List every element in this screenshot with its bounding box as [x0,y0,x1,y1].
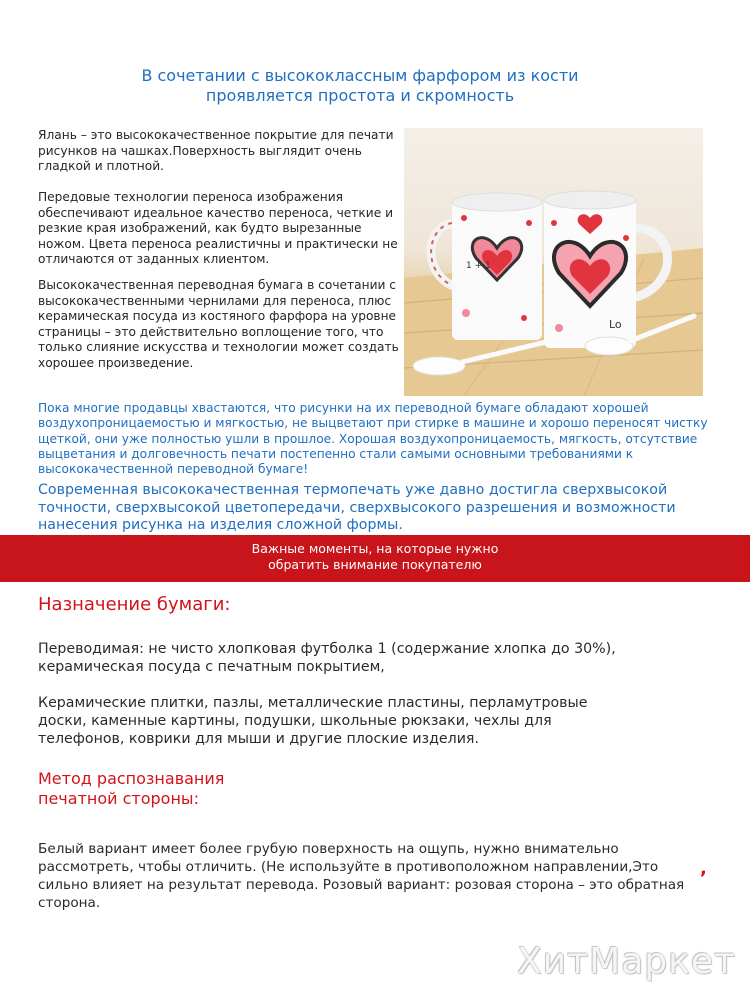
mug-text-right: Lo [609,318,622,331]
red-banner-text [0,541,750,573]
headline-line-1: В сочетании с высококлассным фарфором из кости [141,66,579,85]
intro-paragraph-3: Высококачественная переводная бумага в сочетании с высококачественными чернилами для переноса, плюс керамическая посуда из костяного фарфора на уровне страницы – это действительно воплощение того, что только слияние искусства и технологии может создать хорошее произведение. [38,278,399,370]
stray-mark: , [700,858,707,879]
intro-paragraph-2: Передовые технологии переноса изображения обеспечивают идеальное качество переноса, четкие и резкие края изображений, как будто вырезанные ножом. Цвета переноса реалистичны и практически не отличаются от заданных клиентом. [38,190,398,266]
mug-text-left: 1 + 1 [466,261,491,271]
banner-line-1: Важные моменты, на которые нужно [251,541,499,556]
purpose-heading: Назначение бумаги: [38,594,231,615]
purpose-line-1: Переводимая: не чисто хлопковая футболка 1 (содержание хлопка до 30%), [38,641,616,657]
mugs-illustration [404,128,703,396]
purpose-line-2: керамическая посуда с печатным покрытием, [38,659,385,675]
banner-line-2: обратить внимание покупателю [268,557,482,572]
purpose-paragraph-2: Керамические плитки, пазлы, металлические пластины, перламутровые доски, каменные картины, подушки, школьные рюкзаки, чехлы для телефонов, коврики для мыши и другие плоские изделия. [38,695,588,747]
method-heading [38,769,224,809]
blue-paragraph-1: Пока многие продавцы хвастаются, что рисунки на их переводной бумаге обладают хорошей воздухопроницаемостью и мягкостью, не выцветают при стирке в машине и хорошо переносят чистку щеткой, они уже полностью ушли в прошлое. Хорошая воздухопроницаемость, мягкость, отсутствие выцветания и долговечность печати постепенно стали самыми основными требованиями к высококачественной переводной бумаге! [38,401,708,477]
headline-line-2: проявляется простота и скромность [205,86,515,105]
watermark: ХитМаркет [517,941,736,982]
blue-paragraph-2: Современная высококачественная термопечать уже давно достигла сверхвысокой точности, сверхвысокой цветопередачи, сверхвысокого разрешения и возможности нанесения рисунка на изделия сложной формы. [38,482,676,533]
page-headline [60,66,660,106]
product-photo [404,128,703,396]
method-paragraph: Белый вариант имеет более грубую поверхность на ощупь, нужно внимательно рассмотреть, чтобы отличить. (Не используйте в противоположном направлении,Это сильно влияет на результат перевода. Розовый вариант: розовая сторона – это обратная сторона. [38,841,685,911]
method-heading-line-2: печатной стороны: [38,789,199,808]
method-heading-line-1: Метод распознавания [38,769,225,788]
intro-paragraph-1: Ялань – это высококачественное покрытие для печати рисунков на чашках.Поверхность выглядит очень гладкой и плотной. [38,128,394,173]
purpose-paragraph-1 [38,640,718,676]
